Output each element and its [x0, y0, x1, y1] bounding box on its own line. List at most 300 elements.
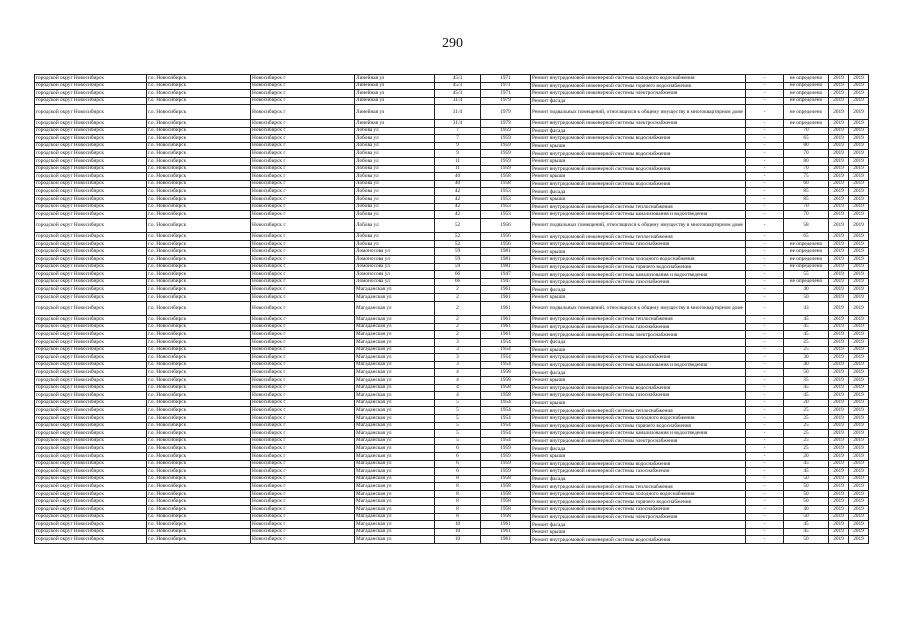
city-cell: Новосибирск г: [251, 437, 355, 445]
city-cell: Новосибирск г: [251, 475, 355, 483]
wear-cell: 85: [784, 195, 829, 203]
start-year-cell: 2019: [829, 339, 849, 347]
table-row: [35, 278, 869, 286]
end-year-cell: 2019: [849, 286, 869, 294]
work-type-cell: Ремонт внутридомовой инженерной системы холодного водоснабжения: [531, 490, 746, 498]
end-year-cell: 2019: [849, 407, 869, 415]
house-number-cell: 5: [435, 414, 481, 422]
built-year-cell: 1954: [481, 399, 531, 407]
district-cell: г.о. Новосибирск: [147, 203, 251, 211]
start-year-cell: 2019: [829, 468, 849, 476]
table-row: [35, 97, 869, 105]
street-cell: Ломоносова ул: [355, 263, 435, 271]
municipality-cell: городской округ Новосибирск: [35, 301, 147, 316]
municipality-cell: городской округ Новосибирск: [35, 399, 147, 407]
wear-cell: не определено: [784, 278, 829, 286]
city-cell: Новосибирск г: [251, 90, 355, 98]
house-number-cell: 9: [435, 142, 481, 150]
work-type-cell: Ремонт фасада: [531, 188, 746, 196]
street-cell: Магаданская ул: [355, 339, 435, 347]
work-type-cell: Ремонт внутридомовой инженерной системы горячего водоснабжения: [531, 422, 746, 430]
start-year-cell: 2019: [829, 240, 849, 248]
city-cell: Новосибирск г: [251, 468, 355, 476]
street-cell: Лобова ул: [355, 127, 435, 135]
house-number-cell: 59: [435, 256, 481, 264]
wear-cell: 45: [784, 521, 829, 529]
end-year-cell: 2019: [849, 437, 869, 445]
end-year-cell: 2019: [849, 188, 869, 196]
wear-cell: не определено: [784, 119, 829, 127]
city-cell: Новосибирск г: [251, 278, 355, 286]
start-year-cell: 2019: [829, 346, 849, 354]
page-number: 290: [442, 36, 463, 51]
work-type-cell: Ремонт фасада: [531, 475, 746, 483]
dash-cell: -: [746, 376, 784, 384]
street-cell: Магаданская ул: [355, 301, 435, 316]
dash-cell: -: [746, 90, 784, 98]
city-cell: Новосибирск г: [251, 422, 355, 430]
work-type-cell: Ремонт внутридомовой инженерной системы горячего водоснабжения: [531, 263, 746, 271]
house-number-cell: 10: [435, 528, 481, 536]
house-number-cell: 8: [435, 506, 481, 514]
table-row: [35, 376, 869, 384]
built-year-cell: 1961: [481, 528, 531, 536]
table-row: [35, 263, 869, 271]
table-row: [35, 430, 869, 438]
dash-cell: -: [746, 331, 784, 339]
wear-cell: 45: [784, 331, 829, 339]
municipality-cell: городской округ Новосибирск: [35, 142, 147, 150]
table-row: [35, 150, 869, 158]
house-number-cell: 5: [435, 437, 481, 445]
wear-cell: 85: [784, 188, 829, 196]
city-cell: Новосибирск г: [251, 521, 355, 529]
city-cell: Новосибирск г: [251, 399, 355, 407]
street-cell: Магаданская ул: [355, 316, 435, 324]
city-cell: Новосибирск г: [251, 82, 355, 90]
wear-cell: 35: [784, 376, 829, 384]
end-year-cell: 2019: [849, 323, 869, 331]
district-cell: г.о. Новосибирск: [147, 301, 251, 316]
wear-cell: 50: [784, 513, 829, 521]
municipality-cell: городской округ Новосибирск: [35, 211, 147, 219]
wear-cell: 75: [784, 173, 829, 181]
city-cell: Новосибирск г: [251, 240, 355, 248]
built-year-cell: 1956: [481, 218, 531, 233]
street-cell: Линейная ул: [355, 105, 435, 120]
city-cell: Новосибирск г: [251, 536, 355, 544]
house-number-cell: 11: [435, 157, 481, 165]
district-cell: г.о. Новосибирск: [147, 437, 251, 445]
house-number-cell: 52: [435, 218, 481, 233]
house-number-cell: 8: [435, 498, 481, 506]
end-year-cell: 2019: [849, 376, 869, 384]
wear-cell: 25: [784, 407, 829, 415]
end-year-cell: 2019: [849, 211, 869, 219]
city-cell: Новосибирск г: [251, 188, 355, 196]
start-year-cell: 2019: [829, 490, 849, 498]
wear-cell: не определено: [784, 256, 829, 264]
start-year-cell: 2019: [829, 361, 849, 369]
house-number-cell: 42: [435, 195, 481, 203]
wear-cell: 50: [784, 490, 829, 498]
municipality-cell: городской округ Новосибирск: [35, 475, 147, 483]
table-row: [35, 188, 869, 196]
end-year-cell: 2019: [849, 173, 869, 181]
city-cell: Новосибирск г: [251, 248, 355, 256]
municipality-cell: городской округ Новосибирск: [35, 521, 147, 529]
municipality-cell: городской округ Новосибирск: [35, 271, 147, 279]
city-cell: Новосибирск г: [251, 452, 355, 460]
district-cell: г.о. Новосибирск: [147, 361, 251, 369]
municipality-cell: городской округ Новосибирск: [35, 513, 147, 521]
wear-cell: 65: [784, 233, 829, 241]
district-cell: г.о. Новосибирск: [147, 271, 251, 279]
dash-cell: -: [746, 142, 784, 150]
end-year-cell: 2019: [849, 475, 869, 483]
city-cell: Новосибирск г: [251, 354, 355, 362]
street-cell: Лобова ул: [355, 150, 435, 158]
dash-cell: -: [746, 414, 784, 422]
city-cell: Новосибирск г: [251, 203, 355, 211]
street-cell: Магаданская ул: [355, 331, 435, 339]
work-type-cell: Ремонт внутридомовой инженерной системы электроснабжения: [531, 513, 746, 521]
table-row: [35, 437, 869, 445]
district-cell: г.о. Новосибирск: [147, 233, 251, 241]
start-year-cell: 2019: [829, 157, 849, 165]
district-cell: г.о. Новосибирск: [147, 528, 251, 536]
built-year-cell: 1981: [481, 256, 531, 264]
start-year-cell: 2019: [829, 173, 849, 181]
wear-cell: 50: [784, 536, 829, 544]
dash-cell: -: [746, 521, 784, 529]
end-year-cell: 2019: [849, 414, 869, 422]
street-cell: Магаданская ул: [355, 437, 435, 445]
dash-cell: -: [746, 498, 784, 506]
street-cell: Магаданская ул: [355, 414, 435, 422]
municipality-cell: городской округ Новосибирск: [35, 316, 147, 324]
end-year-cell: 2019: [849, 240, 869, 248]
table-row: [35, 422, 869, 430]
house-number-cell: 8: [435, 483, 481, 491]
city-cell: Новосибирск г: [251, 142, 355, 150]
house-number-cell: 4: [435, 376, 481, 384]
city-cell: Новосибирск г: [251, 346, 355, 354]
table-row: [35, 75, 869, 83]
start-year-cell: 2019: [829, 135, 849, 143]
work-type-cell: Ремонт фасада: [531, 445, 746, 453]
city-cell: Новосибирск г: [251, 180, 355, 188]
city-cell: Новосибирск г: [251, 119, 355, 127]
table-row: [35, 384, 869, 392]
dash-cell: -: [746, 483, 784, 491]
registry-table: [34, 74, 869, 544]
end-year-cell: 2019: [849, 203, 869, 211]
dash-cell: -: [746, 180, 784, 188]
work-type-cell: Ремонт внутридомовой инженерной системы канализования и водоотведения: [531, 361, 746, 369]
house-number-cell: 5: [435, 407, 481, 415]
street-cell: Магаданская ул: [355, 294, 435, 302]
city-cell: Новосибирск г: [251, 105, 355, 120]
municipality-cell: городской округ Новосибирск: [35, 278, 147, 286]
district-cell: г.о. Новосибирск: [147, 513, 251, 521]
start-year-cell: 2019: [829, 536, 849, 544]
dash-cell: -: [746, 278, 784, 286]
start-year-cell: 2019: [829, 90, 849, 98]
street-cell: Магаданская ул: [355, 513, 435, 521]
start-year-cell: 2019: [829, 430, 849, 438]
dash-cell: -: [746, 218, 784, 233]
table-row: [35, 513, 869, 521]
dash-cell: -: [746, 445, 784, 453]
end-year-cell: 2019: [849, 127, 869, 135]
built-year-cell: 1958: [481, 173, 531, 181]
municipality-cell: городской округ Новосибирск: [35, 256, 147, 264]
city-cell: Новосибирск г: [251, 97, 355, 105]
city-cell: Новосибирск г: [251, 361, 355, 369]
wear-cell: 25: [784, 445, 829, 453]
work-type-cell: Ремонт фасада: [531, 339, 746, 347]
municipality-cell: городской округ Новосибирск: [35, 173, 147, 181]
table-row: [35, 407, 869, 415]
street-cell: Лобова ул: [355, 135, 435, 143]
wear-cell: 70: [784, 127, 829, 135]
district-cell: г.о. Новосибирск: [147, 142, 251, 150]
start-year-cell: 2019: [829, 218, 849, 233]
work-type-cell: Ремонт крыши: [531, 195, 746, 203]
start-year-cell: 2019: [829, 165, 849, 173]
city-cell: Новосибирск г: [251, 173, 355, 181]
work-type-cell: Ремонт фасада: [531, 127, 746, 135]
dash-cell: -: [746, 195, 784, 203]
district-cell: г.о. Новосибирск: [147, 445, 251, 453]
work-type-cell: Ремонт внутридомовой инженерной системы водоснабжения: [531, 135, 746, 143]
district-cell: г.о. Новосибирск: [147, 218, 251, 233]
municipality-cell: городской округ Новосибирск: [35, 75, 147, 83]
municipality-cell: городской округ Новосибирск: [35, 422, 147, 430]
start-year-cell: 2019: [829, 248, 849, 256]
built-year-cell: 1958: [481, 392, 531, 400]
street-cell: Линейная ул: [355, 119, 435, 127]
end-year-cell: 2019: [849, 445, 869, 453]
work-type-cell: Ремонт внутридомовой инженерной системы водоснабжения: [531, 165, 746, 173]
street-cell: Лобова ул: [355, 142, 435, 150]
start-year-cell: 2019: [829, 437, 849, 445]
city-cell: Новосибирск г: [251, 430, 355, 438]
start-year-cell: 2019: [829, 331, 849, 339]
dash-cell: -: [746, 384, 784, 392]
start-year-cell: 2019: [829, 521, 849, 529]
table-row: [35, 521, 869, 529]
municipality-cell: городской округ Новосибирск: [35, 361, 147, 369]
work-type-cell: Ремонт внутридомовой инженерной системы электроснабжения: [531, 90, 746, 98]
end-year-cell: 2019: [849, 75, 869, 83]
wear-cell: 80: [784, 142, 829, 150]
district-cell: г.о. Новосибирск: [147, 150, 251, 158]
end-year-cell: 2019: [849, 263, 869, 271]
street-cell: Лобова ул: [355, 173, 435, 181]
district-cell: г.о. Новосибирск: [147, 422, 251, 430]
house-number-cell: 3: [435, 346, 481, 354]
work-type-cell: Ремонт внутридомовой инженерной системы водоснабжения: [531, 150, 746, 158]
built-year-cell: 1961: [481, 301, 531, 316]
house-number-cell: 6: [435, 460, 481, 468]
house-number-cell: 4: [435, 392, 481, 400]
table-row: [35, 361, 869, 369]
dash-cell: -: [746, 490, 784, 498]
table-row: [35, 301, 869, 316]
house-number-cell: 45/3: [435, 90, 481, 98]
work-type-cell: Ремонт крыши: [531, 346, 746, 354]
wear-cell: 55: [784, 271, 829, 279]
wear-cell: 45: [784, 468, 829, 476]
work-type-cell: Ремонт внутридомовой инженерной системы горячего водоснабжения: [531, 498, 746, 506]
work-type-cell: Ремонт подвальных помещений, относящихся к общему имуществу в многоквартирном доме: [531, 218, 746, 233]
house-number-cell: 45/3: [435, 82, 481, 90]
city-cell: Новосибирск г: [251, 460, 355, 468]
street-cell: Лобова ул: [355, 218, 435, 233]
work-type-cell: Ремонт внутридомовой инженерной системы газоснабжения: [531, 278, 746, 286]
wear-cell: 80: [784, 157, 829, 165]
house-number-cell: 4: [435, 369, 481, 377]
work-type-cell: Ремонт внутридомовой инженерной системы водоснабжения: [531, 384, 746, 392]
district-cell: г.о. Новосибирск: [147, 490, 251, 498]
built-year-cell: 1958: [481, 498, 531, 506]
house-number-cell: 5: [435, 430, 481, 438]
table-row: [35, 460, 869, 468]
district-cell: г.о. Новосибирск: [147, 278, 251, 286]
start-year-cell: 2019: [829, 422, 849, 430]
end-year-cell: 2019: [849, 521, 869, 529]
district-cell: г.о. Новосибирск: [147, 521, 251, 529]
end-year-cell: 2019: [849, 460, 869, 468]
city-cell: Новосибирск г: [251, 316, 355, 324]
work-type-cell: Ремонт внутридомовой инженерной системы теплоснабжения: [531, 203, 746, 211]
table-row: [35, 211, 869, 219]
built-year-cell: 1956: [481, 240, 531, 248]
start-year-cell: 2019: [829, 271, 849, 279]
house-number-cell: 42: [435, 188, 481, 196]
district-cell: г.о. Новосибирск: [147, 82, 251, 90]
street-cell: Магаданская ул: [355, 286, 435, 294]
start-year-cell: 2019: [829, 256, 849, 264]
district-cell: г.о. Новосибирск: [147, 483, 251, 491]
district-cell: г.о. Новосибирск: [147, 430, 251, 438]
end-year-cell: 2019: [849, 119, 869, 127]
street-cell: Линейная ул: [355, 97, 435, 105]
wear-cell: 50: [784, 498, 829, 506]
wear-cell: 45: [784, 460, 829, 468]
work-type-cell: Ремонт внутридомовой инженерной системы водоснабжения: [531, 354, 746, 362]
city-cell: Новосибирск г: [251, 445, 355, 453]
house-number-cell: 10: [435, 521, 481, 529]
wear-cell: 58: [784, 218, 829, 233]
start-year-cell: 2019: [829, 414, 849, 422]
built-year-cell: 1971: [481, 90, 531, 98]
end-year-cell: 2019: [849, 105, 869, 120]
street-cell: Магаданская ул: [355, 475, 435, 483]
dash-cell: -: [746, 173, 784, 181]
municipality-cell: городской округ Новосибирск: [35, 240, 147, 248]
work-type-cell: Ремонт внутридомовой инженерной системы электроснабжения: [531, 119, 746, 127]
work-type-cell: Ремонт внутридомовой инженерной системы теплоснабжения: [531, 407, 746, 415]
street-cell: Лобова ул: [355, 157, 435, 165]
dash-cell: -: [746, 452, 784, 460]
start-year-cell: 2019: [829, 286, 849, 294]
wear-cell: не определено: [784, 248, 829, 256]
municipality-cell: городской округ Новосибирск: [35, 384, 147, 392]
municipality-cell: городской округ Новосибирск: [35, 490, 147, 498]
end-year-cell: 2019: [849, 157, 869, 165]
city-cell: Новосибирск г: [251, 369, 355, 377]
house-number-cell: 31/4: [435, 97, 481, 105]
district-cell: г.о. Новосибирск: [147, 263, 251, 271]
district-cell: г.о. Новосибирск: [147, 369, 251, 377]
city-cell: Новосибирск г: [251, 513, 355, 521]
municipality-cell: городской округ Новосибирск: [35, 536, 147, 544]
city-cell: Новосибирск г: [251, 407, 355, 415]
table-row: [35, 127, 869, 135]
start-year-cell: 2019: [829, 513, 849, 521]
built-year-cell: 1959: [481, 468, 531, 476]
house-number-cell: 10: [435, 536, 481, 544]
house-number-cell: 40: [435, 173, 481, 181]
house-number-cell: 45/3: [435, 75, 481, 83]
municipality-cell: городской округ Новосибирск: [35, 369, 147, 377]
dash-cell: -: [746, 430, 784, 438]
work-type-cell: Ремонт крыши: [531, 142, 746, 150]
dash-cell: -: [746, 528, 784, 536]
wear-cell: не определено: [784, 97, 829, 105]
district-cell: г.о. Новосибирск: [147, 248, 251, 256]
table-row: [35, 256, 869, 264]
wear-cell: 25: [784, 414, 829, 422]
table-row: [35, 445, 869, 453]
end-year-cell: 2019: [849, 233, 869, 241]
street-cell: Магаданская ул: [355, 422, 435, 430]
district-cell: г.о. Новосибирск: [147, 173, 251, 181]
start-year-cell: 2019: [829, 97, 849, 105]
wear-cell: 30: [784, 354, 829, 362]
start-year-cell: 2019: [829, 528, 849, 536]
wear-cell: не определено: [784, 263, 829, 271]
start-year-cell: 2019: [829, 384, 849, 392]
start-year-cell: 2019: [829, 188, 849, 196]
street-cell: Магаданская ул: [355, 498, 435, 506]
work-type-cell: Ремонт крыши: [531, 376, 746, 384]
start-year-cell: 2019: [829, 376, 849, 384]
built-year-cell: 1954: [481, 414, 531, 422]
start-year-cell: 2019: [829, 506, 849, 514]
dash-cell: -: [746, 460, 784, 468]
registry-body: [35, 75, 869, 544]
built-year-cell: 1961: [481, 521, 531, 529]
district-cell: г.о. Новосибирск: [147, 180, 251, 188]
end-year-cell: 2019: [849, 278, 869, 286]
table-row: [35, 233, 869, 241]
wear-cell: 25: [784, 422, 829, 430]
dash-cell: -: [746, 203, 784, 211]
house-number-cell: 7: [435, 127, 481, 135]
start-year-cell: 2019: [829, 142, 849, 150]
table-row: [35, 506, 869, 514]
dash-cell: -: [746, 286, 784, 294]
district-cell: г.о. Новосибирск: [147, 354, 251, 362]
municipality-cell: городской округ Новосибирск: [35, 528, 147, 536]
dash-cell: -: [746, 75, 784, 83]
end-year-cell: 2019: [849, 513, 869, 521]
built-year-cell: 1959: [481, 165, 531, 173]
